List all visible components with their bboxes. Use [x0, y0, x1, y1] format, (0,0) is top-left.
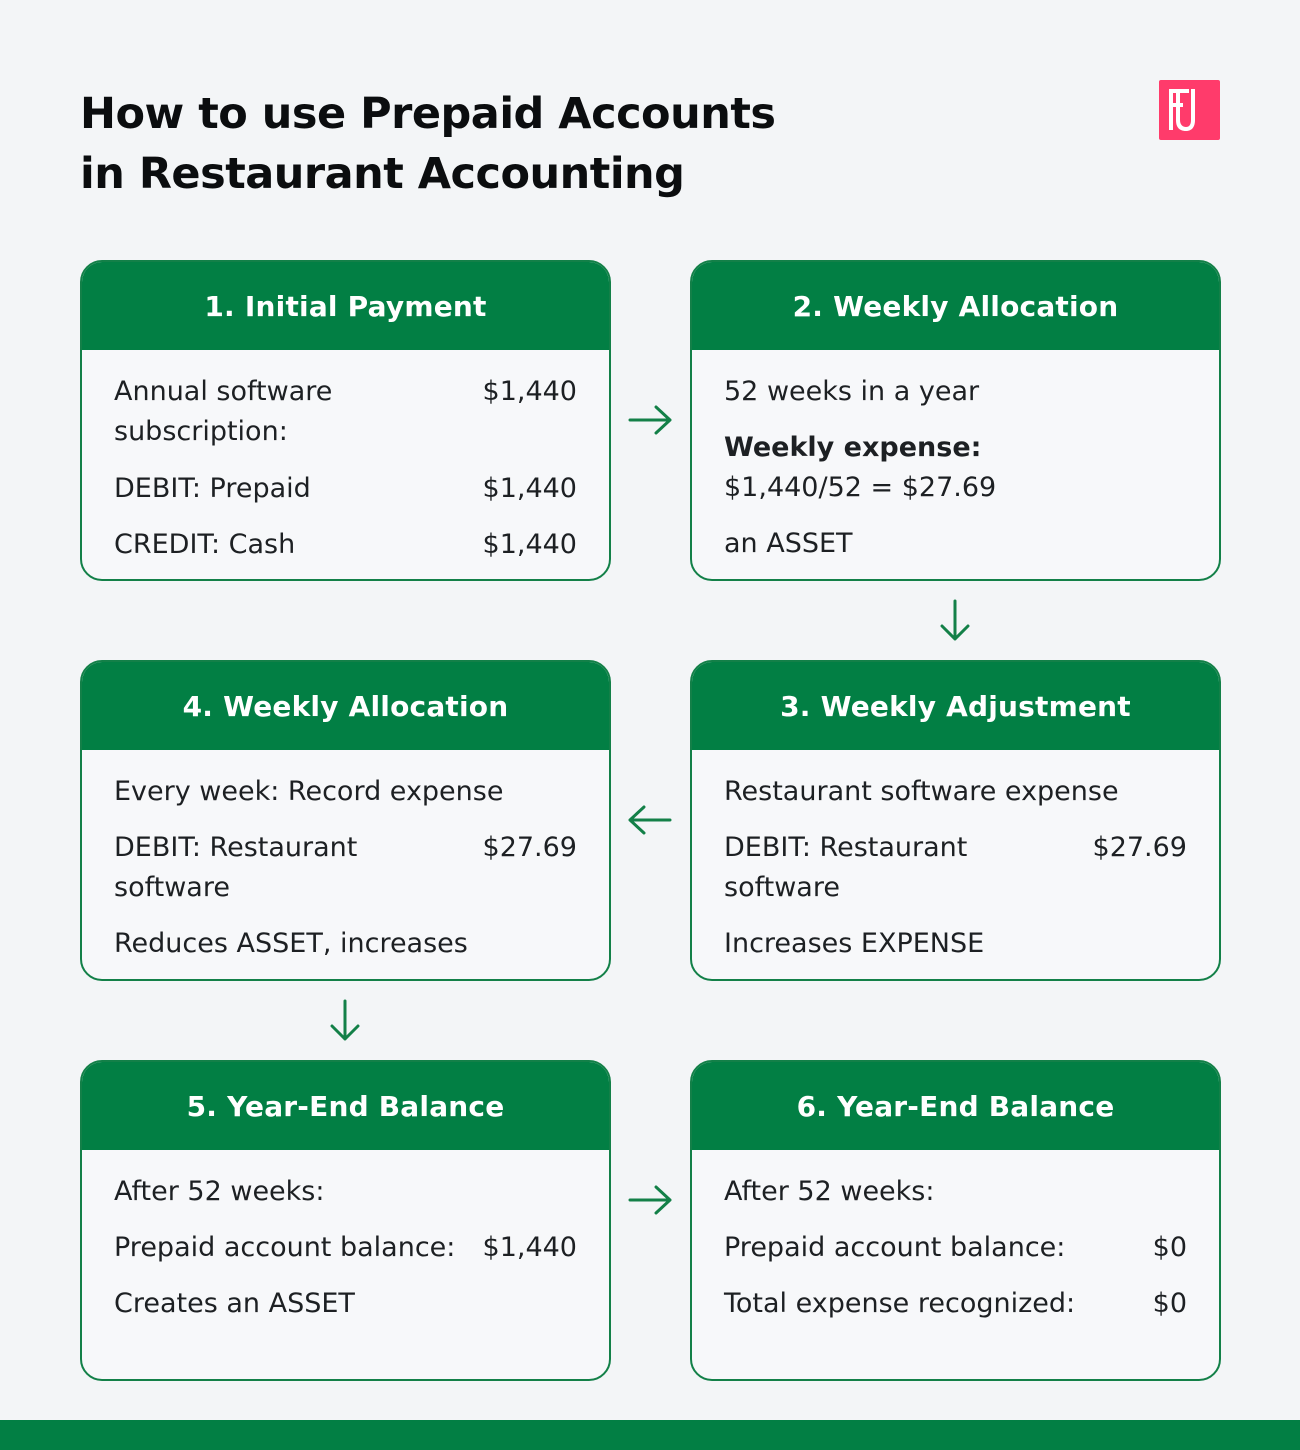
card-header	[82, 262, 609, 350]
text-line: Restaurant software expense	[724, 776, 1119, 807]
card-weekly-allocation-2	[80, 660, 611, 981]
row-label: Prepaid account balance:	[724, 1232, 1066, 1263]
row-amount: $1,440	[482, 473, 577, 504]
weekly-expense-label: Weekly expense:	[724, 432, 982, 463]
title-line-1: How to use Prepaid Accounts	[80, 89, 776, 139]
page-title	[80, 84, 840, 204]
card-weekly-allocation-1	[690, 260, 1221, 581]
card-header	[82, 1062, 609, 1150]
text-line: 52 weeks in a year	[724, 376, 980, 407]
text-line: Creates an ASSET	[114, 1288, 355, 1319]
brand-logo-icon	[1159, 80, 1220, 140]
text-line: After 52 weeks:	[724, 1176, 935, 1207]
row-amount: $27.69	[1092, 832, 1187, 863]
text-line: Reduces ASSET, increases	[114, 928, 468, 959]
step-number: 1.	[204, 289, 235, 323]
row-label: CREDIT: Cash	[114, 529, 296, 560]
card-title: Year-End Balance	[227, 1089, 505, 1123]
card-year-end-balance-2	[690, 1060, 1221, 1381]
arrow-right-icon	[626, 402, 676, 438]
row-label: DEBIT: Restaurant software	[114, 832, 358, 903]
row-label: DEBIT: Restaurant software	[724, 832, 968, 903]
card-title: Year-End Balance	[837, 1089, 1115, 1123]
step-number: 4.	[182, 689, 214, 723]
step-number: 5.	[186, 1089, 218, 1123]
row-amount: $1,440	[482, 376, 577, 407]
arrow-down-icon	[937, 597, 973, 645]
card-header	[692, 662, 1219, 750]
step-number: 2.	[792, 289, 824, 323]
card-title: Weekly Allocation	[833, 289, 1119, 323]
card-title: Weekly Adjustment	[820, 689, 1131, 723]
card-weekly-adjustment	[690, 660, 1221, 981]
row-amount: $0	[1152, 1232, 1187, 1263]
arrow-left-icon	[624, 802, 674, 838]
text-line: Every week: Record expense	[114, 776, 504, 807]
weekly-expense-formula: $1,440/52 = $27.69	[724, 472, 997, 503]
text-line: Increases EXPENSE	[724, 928, 985, 959]
card-title: Initial Payment	[244, 289, 487, 323]
card-header	[692, 1062, 1219, 1150]
step-number: 3.	[780, 689, 811, 723]
card-title: Weekly Allocation	[223, 689, 509, 723]
row-label: Total expense recognized:	[724, 1288, 1076, 1319]
text-line: an ASSET	[724, 528, 853, 559]
arrow-down-icon	[327, 997, 363, 1045]
text-line: After 52 weeks:	[114, 1176, 325, 1207]
step-number: 6.	[796, 1089, 828, 1123]
card-header	[82, 662, 609, 750]
arrow-right-icon	[626, 1182, 676, 1218]
row-label: Annual software subscription:	[114, 376, 333, 447]
row-label: DEBIT: Prepaid	[114, 473, 311, 504]
row-amount: $1,440	[482, 529, 577, 560]
row-amount: $1,440	[482, 1232, 577, 1263]
title-line-2: in Restaurant Accounting	[80, 149, 685, 199]
card-initial-payment	[80, 260, 611, 581]
card-header	[692, 262, 1219, 350]
row-amount: $0	[1152, 1288, 1187, 1319]
row-amount: $27.69	[482, 832, 577, 863]
card-year-end-balance-1	[80, 1060, 611, 1381]
row-label: Prepaid account balance:	[114, 1232, 456, 1263]
footer-bar	[0, 1420, 1300, 1450]
